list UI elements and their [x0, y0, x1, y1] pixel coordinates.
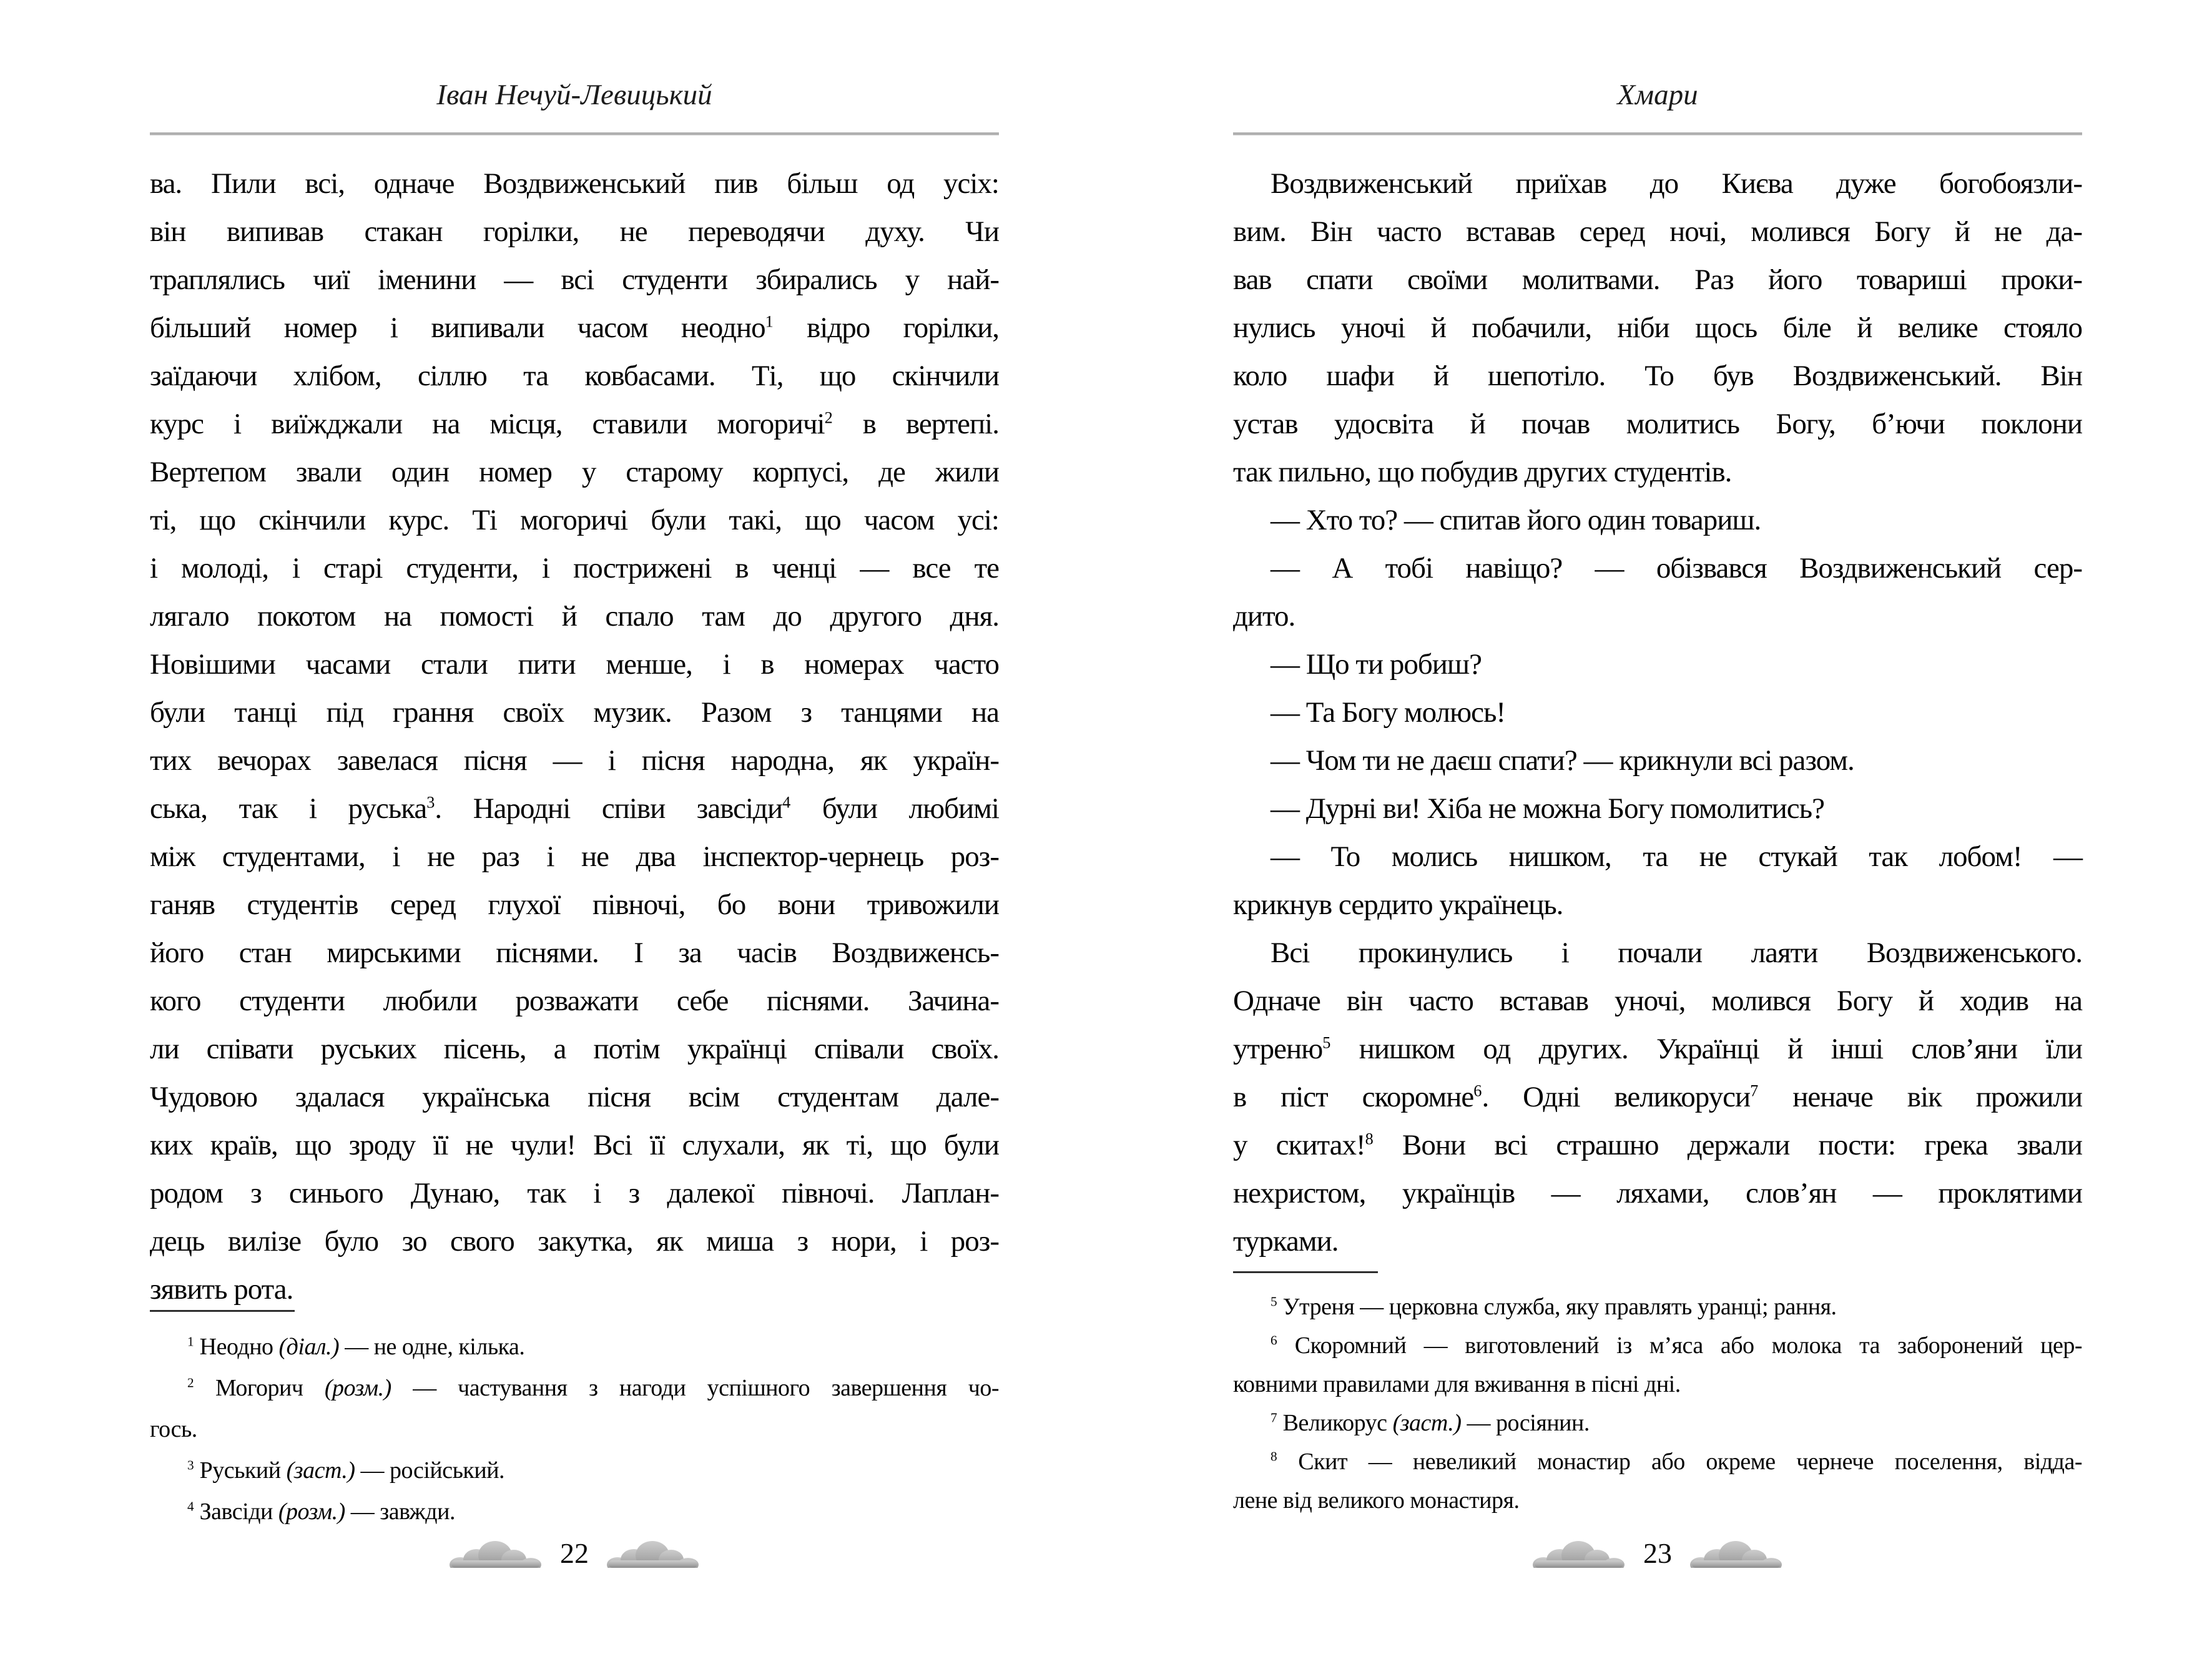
text-line: — Та Богу молюсь! — [1271, 696, 1506, 729]
text-line: і молоді, і старі студенти, і пострижені в ченці — все те — [150, 552, 999, 584]
text-line: $^8$ Скит — невеликий монастир або окреме чернече поселення, відда- — [1271, 1449, 2082, 1475]
text-line: дито. — [1233, 600, 1295, 633]
left-running-header: Іван Нечуй-Левицький — [436, 79, 712, 111]
page-left — [150, 0, 999, 1659]
text-line: він випивав стакан горілки, не переводячи духу. Чи — [150, 215, 999, 248]
text-line: утреню$^5$ нишком од других. Українці й інші слов’яни їли — [1233, 1033, 2082, 1065]
text-line: Воздвиженський приїхав до Києва дуже богобоязли- — [1271, 167, 2082, 200]
text-line: Одначе він часто вставав уночі, молився Богу й ходив на — [1233, 985, 2082, 1017]
text-line: ська, так і руська$^3$. Народні співи завсіди$^4$ були любимі — [150, 792, 999, 825]
text-line: зявить рота. — [150, 1273, 293, 1306]
text-line: лягало покотом на помості й спало там до другого дня. — [150, 600, 999, 633]
text-line: дець вилізе було зо свого закутка, як миша з нори, і роз- — [150, 1225, 999, 1258]
text-line: ковними правилами для вживання в пісні дні. — [1233, 1371, 1681, 1397]
left-body-text — [150, 160, 999, 1314]
text-line: були танці під грання своїх музик. Разом з танцями на — [150, 696, 999, 729]
text-line: — То молись нишком, та не стукай так лобом! — — [1271, 840, 2082, 873]
right-page-footer — [1233, 1535, 2082, 1572]
text-line: ганяв студентів серед глухої півночі, бо вони тривожили — [150, 889, 999, 921]
text-line: $^2$ Могорич (розм.) — частування з нагоди успішного завершення чо- — [187, 1375, 999, 1401]
cloud-ornament-icon — [606, 1539, 700, 1568]
text-line: його стан мирськими піснями. І за часів Воздвиженсь- — [150, 937, 999, 969]
text-line: $^1$ Неодно (діал.) — не одне, кілька. — [187, 1334, 525, 1360]
text-line: $^4$ Завсіди (розм.) — завжди. — [187, 1499, 455, 1525]
text-line: турками. — [1233, 1225, 1339, 1258]
right-page-number: 23 — [1643, 1537, 1672, 1569]
text-line: коло шафи й шепотіло. То був Воздвиженський. Він — [1233, 360, 2082, 392]
left-footnotes — [150, 1326, 999, 1532]
right-body-text — [1233, 160, 2082, 1266]
text-line: — Що ти робиш? — [1271, 648, 1482, 681]
text-line: вим. Він часто вставав серед ночі, молився Богу й не да- — [1233, 215, 2082, 248]
left-page-footer — [150, 1535, 999, 1572]
text-line: — Хто то? — спитав його один товариш. — [1271, 504, 1761, 536]
text-line: Всі прокинулись і почали лаяти Воздвиженського. — [1271, 937, 2082, 969]
cloud-ornament-icon — [449, 1539, 543, 1568]
cloud-ornament-icon — [1532, 1539, 1626, 1568]
text-line: вав спати своїми молитвами. Раз його товариші проки- — [1233, 263, 2082, 296]
text-line: ли співати руських пісень, а потім українці співали своїх. — [150, 1033, 999, 1065]
text-line: Вертепом звали один номер у старому корпусі, де жили — [150, 456, 999, 488]
text-line: Чудовою здалася українська пісня всім студентам дале- — [150, 1081, 999, 1113]
text-line: більший номер і випивали часом неодно$^1$ відро горілки, — [150, 312, 999, 344]
cloud-ornament-icon — [1689, 1539, 1783, 1568]
text-line: — Дурні ви! Хіба не можна Богу помолитись? — [1271, 792, 1824, 825]
text-line: нехристом, українців — ляхами, слов’ян — проклятими — [1233, 1177, 2082, 1209]
left-footnote-separator — [150, 1310, 295, 1312]
text-line: ких країв, що зроду її не чули! Всі її слухали, як ті, що були — [150, 1129, 999, 1161]
right-header-rule — [1233, 132, 2082, 135]
text-line: нулись уночі й побачили, ніби щось біле й велике стояло — [1233, 312, 2082, 344]
text-line: — А тобі навіщо? — обізвався Воздвиженський сер- — [1271, 552, 2082, 584]
text-line: так пильно, що побудив других студентів. — [1233, 456, 1732, 488]
text-line: $^7$ Великорус (заст.) — росіянин. — [1271, 1410, 1590, 1436]
text-line: устав удосвіта й почав молитись Богу, б’ючи поклони — [1233, 408, 2082, 440]
text-line: $^3$ Руський (заст.) — російський. — [187, 1457, 505, 1484]
left-header-rule — [150, 132, 999, 135]
text-line: тих вечорах завелася пісня — і пісня народна, як україн- — [150, 744, 999, 777]
text-line: курс і виїжджали на місця, ставили могоричі$^2$ в вертепі. — [150, 408, 999, 440]
right-footnote-separator — [1233, 1271, 1378, 1273]
page-right — [1233, 0, 2082, 1659]
text-line: — Чом ти не даєш спати? — крикнули всі разом. — [1271, 744, 1854, 777]
text-line: $^6$ Скоромний — виготовлений із м’яса або молока та заборонений цер- — [1271, 1332, 2082, 1359]
text-line: Новішими часами стали пити менше, і в номерах часто — [150, 648, 999, 681]
text-line: родом з синього Дунаю, так і з далекої півночі. Лаплан- — [150, 1177, 999, 1209]
text-line: кого студенти любили розважати себе піснями. Зачина- — [150, 985, 999, 1017]
text-line: заїдаючи хлібом, сіллю та ковбасами. Ті, що скінчили — [150, 360, 999, 392]
text-line: в піст скоромне$^6$. Одні великоруси$^7$ неначе вік прожили — [1233, 1081, 2082, 1113]
text-line: гось. — [150, 1416, 197, 1442]
left-page-number: 22 — [560, 1537, 589, 1569]
text-line: траплялись чиї іменини — всі студенти збирались у най- — [150, 263, 999, 296]
text-line: ва. Пили всі, одначе Воздвиженський пив більш од усіх: — [150, 167, 999, 200]
text-line: крикнув сердито українець. — [1233, 889, 1563, 921]
text-line: у скитах!$^8$ Вони всі страшно держали пости: грека звали — [1233, 1129, 2082, 1161]
text-line: між студентами, і не раз і не два інспектор-чернець роз- — [150, 840, 999, 873]
text-line: $^5$ Утреня — церковна служба, яку правлять уранці; рання. — [1271, 1294, 1837, 1320]
right-footnotes — [1233, 1287, 2082, 1520]
right-running-header: Хмари — [1617, 79, 1698, 111]
text-line: лене від великого монастиря. — [1233, 1487, 1520, 1514]
text-line: ті, що скінчили курс. Ті могоричі були такі, що часом усі: — [150, 504, 999, 536]
